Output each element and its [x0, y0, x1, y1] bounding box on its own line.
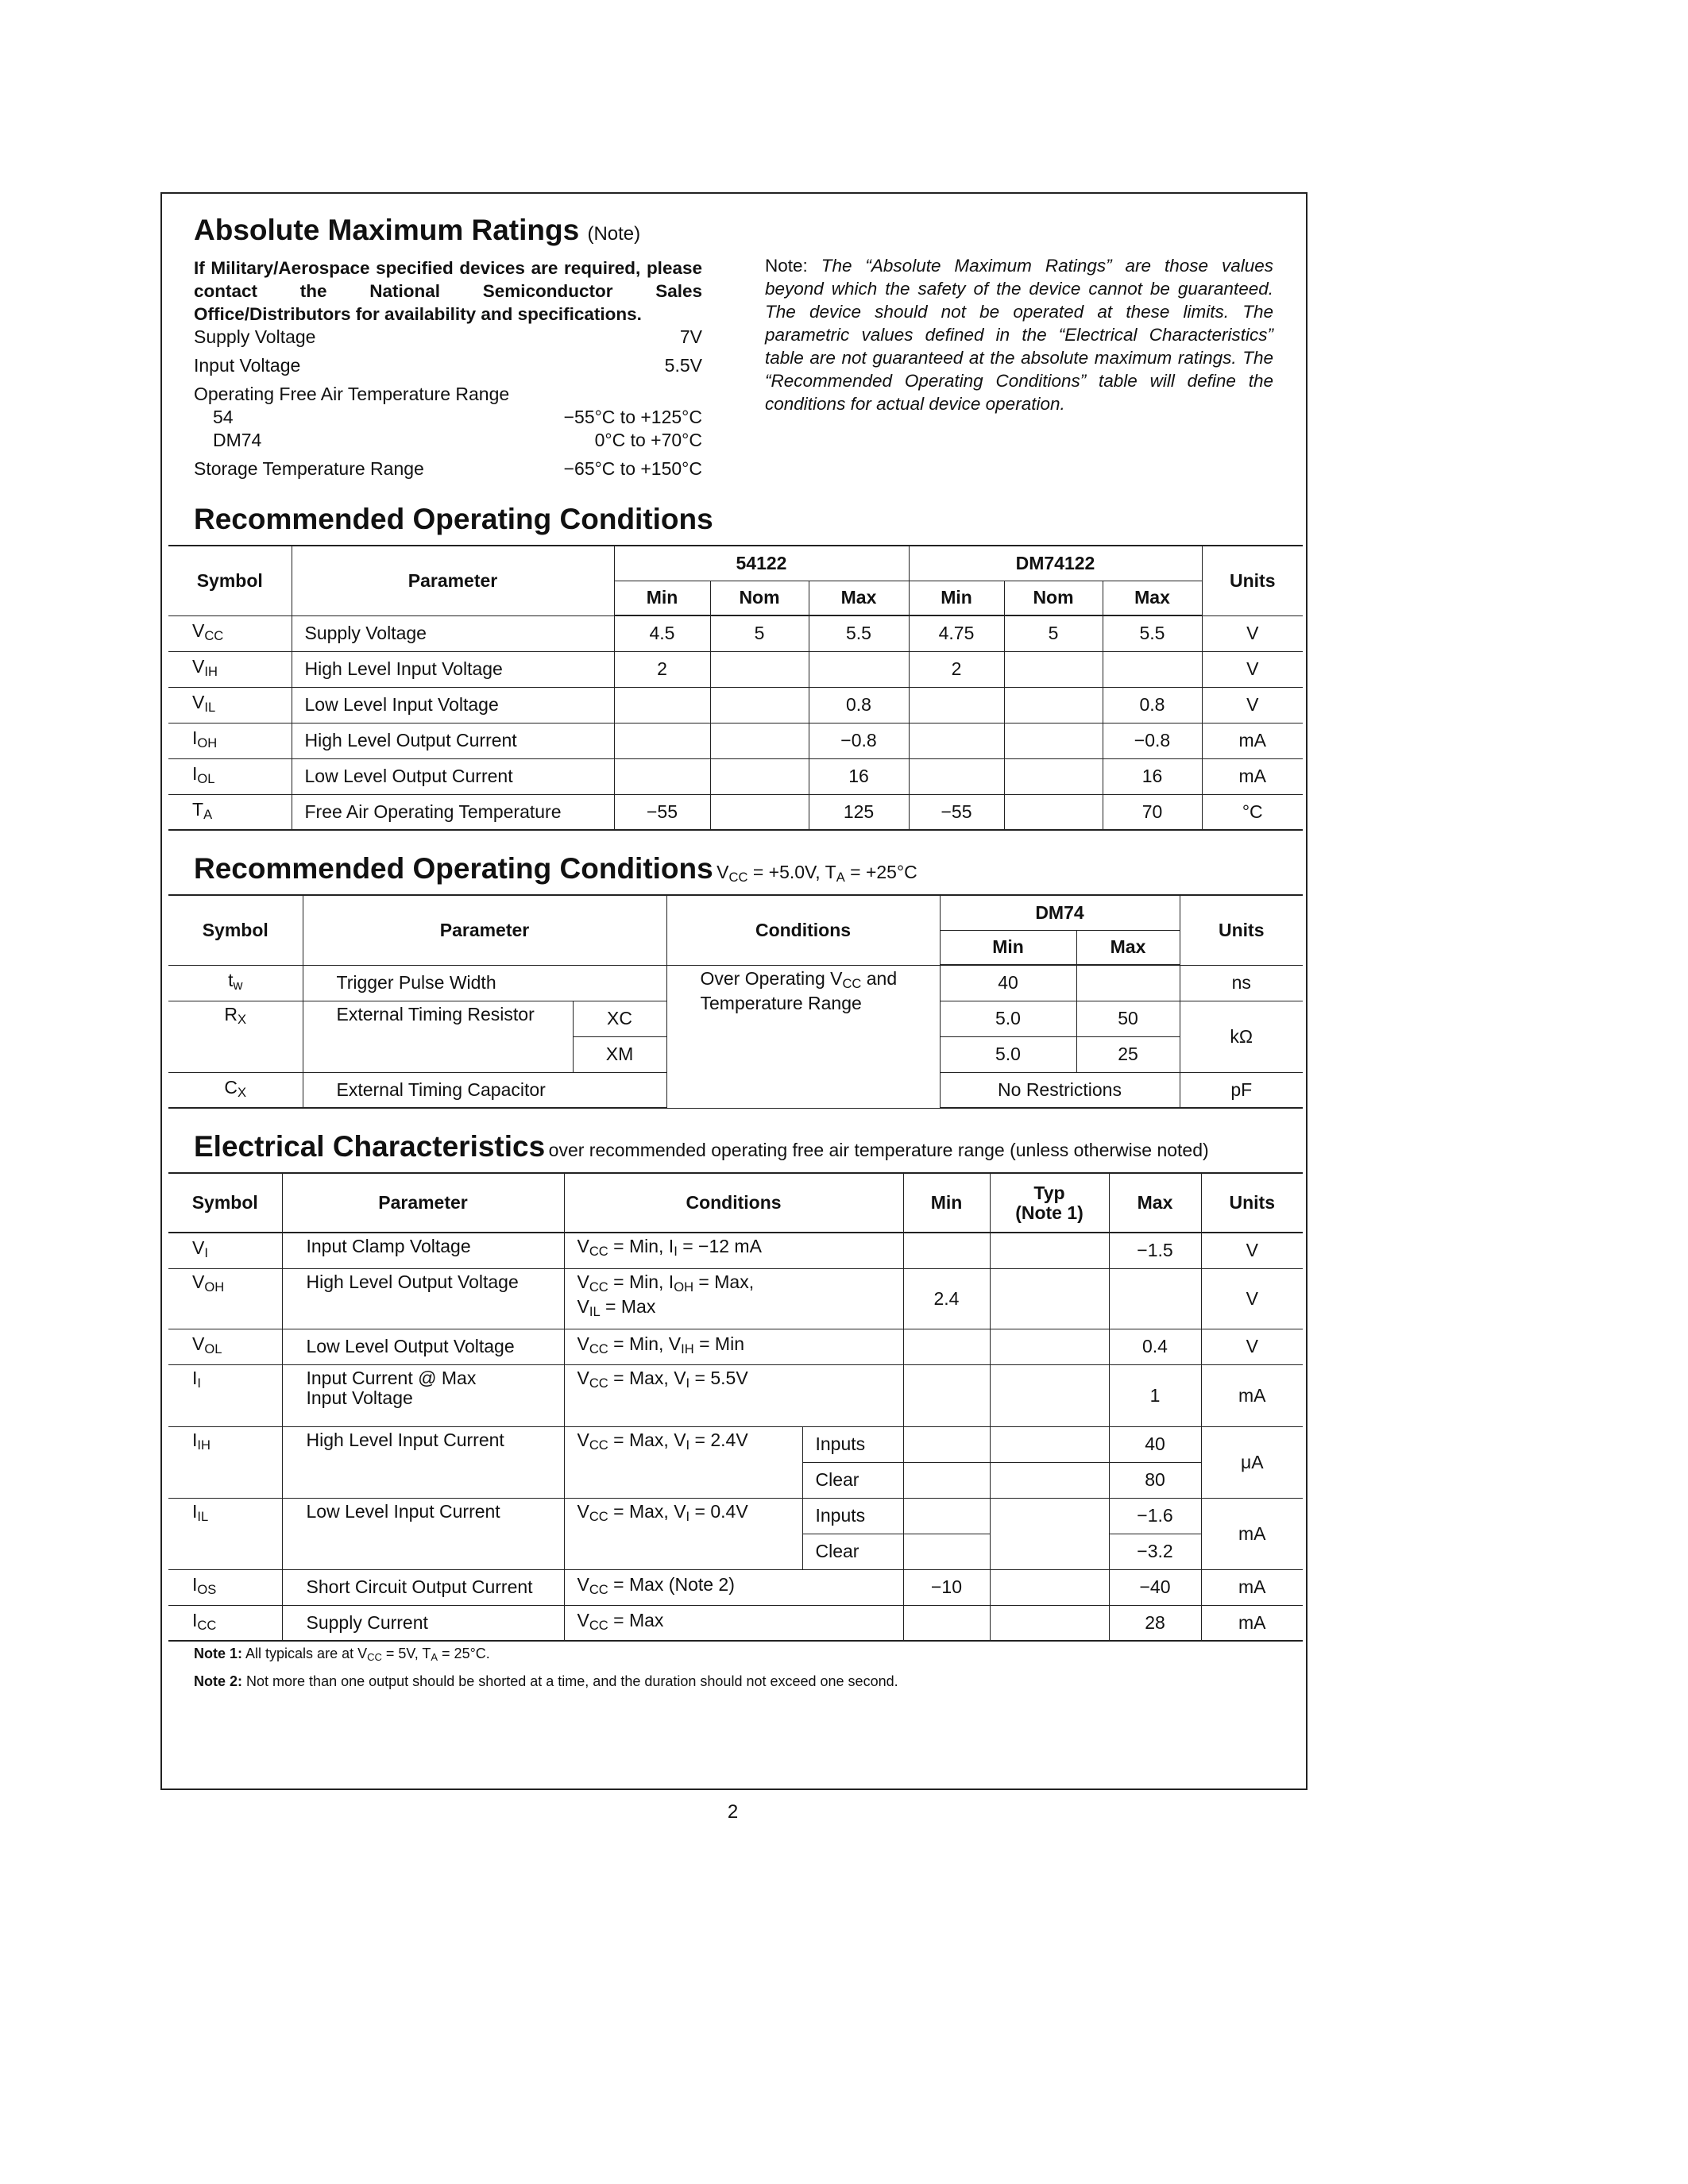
param: Low Level Output Current: [292, 758, 614, 794]
roc1-h-dm74122: DM74122: [909, 546, 1202, 581]
symbol: $I_I$: [168, 1364, 282, 1426]
nom1: [710, 758, 809, 794]
roc1-h-parameter: Parameter: [292, 546, 614, 615]
max: −3.2: [1109, 1534, 1201, 1569]
param: Supply Current: [282, 1605, 564, 1641]
nom2: [1004, 758, 1103, 794]
roc2-h-min: Min: [940, 930, 1076, 965]
min: [903, 1364, 990, 1426]
typ: [990, 1426, 1109, 1462]
units: pF: [1180, 1072, 1303, 1108]
min: [903, 1462, 990, 1498]
conditions: $V_{CC}$ = Min, $V_{IH}$ = Min: [564, 1329, 903, 1364]
ec-table: [168, 1172, 1303, 1642]
units: V: [1202, 651, 1303, 687]
rx-xc: XC: [573, 1001, 666, 1036]
typ: [990, 1329, 1109, 1364]
min2: 2: [909, 651, 1004, 687]
max1: [809, 651, 909, 687]
units: kΩ: [1180, 1001, 1303, 1072]
roc2-h-parameter: Parameter: [303, 895, 666, 965]
ec-title: Electrical Characteristics: [194, 1130, 546, 1163]
min2: [909, 723, 1004, 758]
roc1-row: [168, 651, 1303, 687]
param: High Level Input Current: [282, 1426, 564, 1498]
min: 5.0: [940, 1001, 1076, 1036]
conditions: $V_{CC}$ = Min, $I_I = -12$ mA: [564, 1233, 903, 1268]
rx-xm: XM: [573, 1036, 666, 1072]
sub-condition: Clear: [802, 1534, 903, 1569]
min: 2.4: [903, 1268, 990, 1329]
page-number: 2: [727, 1801, 739, 1823]
min: [903, 1498, 990, 1534]
max: 28: [1109, 1605, 1201, 1641]
max: 50: [1076, 1001, 1180, 1036]
rating-input: Input Voltage 5.5V: [194, 355, 702, 376]
roc2-conditions-cell: Over Operating $V_{CC}$ and Temperature Range: [666, 965, 940, 1108]
ec-h-units: Units: [1201, 1173, 1303, 1233]
roc2-h-max: Max: [1076, 930, 1180, 965]
conditions: $V_{CC}$ = Max (Note 2): [564, 1569, 903, 1605]
ec-row-vi: [168, 1233, 1303, 1268]
roc1-row: [168, 723, 1303, 758]
roc1-h-min: Min: [909, 581, 1004, 615]
nom1: [710, 651, 809, 687]
max2: [1103, 651, 1202, 687]
units: mA: [1201, 1605, 1303, 1641]
roc2-h-units: Units: [1180, 895, 1303, 965]
param: Low Level Output Voltage: [282, 1329, 564, 1364]
conditions: $V_{CC}$ = Max, $V_I = 5.5V$: [564, 1364, 903, 1426]
min: [903, 1426, 990, 1462]
symbol: $V_{IH}$: [168, 651, 292, 687]
symbol: $V_I$: [168, 1233, 282, 1268]
max1: 5.5: [809, 615, 909, 651]
roc1-title: Recommended Operating Conditions: [194, 503, 713, 535]
max: [1109, 1268, 1201, 1329]
symbol: $I_{CC}$: [168, 1605, 282, 1641]
ec-h-typ: Typ (Note 1): [990, 1173, 1109, 1233]
ec-row-voh: [168, 1268, 1303, 1329]
units: V: [1201, 1233, 1303, 1268]
symbol: $I_{OH}$: [168, 723, 292, 758]
ec-row-iih-inputs: [168, 1426, 1303, 1462]
abs-note: Note: The “Absolute Maximum Ratings” are those values beyond which the safety of the device cannot be guaranteed. The device should not be operated at these limits. The parametric values defined in the “Electrical Characteristics” table are not guaranteed at the absolute maximum ratings. The “Recommended Operating Conditions” table will define the conditions for actual device operation.: [765, 256, 1273, 414]
roc2-conditions-note: $V_{CC} = +5.0V$, $T_A = +25^\circ C$: [717, 862, 917, 886]
min: −10: [903, 1569, 990, 1605]
roc1-table: [168, 545, 1303, 831]
ec-h-symbol: Symbol: [168, 1173, 282, 1233]
roc2-h-conditions: Conditions: [666, 895, 940, 965]
max: 40: [1109, 1426, 1201, 1462]
max2: 5.5: [1103, 615, 1202, 651]
roc1-row: [168, 615, 1303, 651]
nom1: [710, 723, 809, 758]
units: V: [1202, 687, 1303, 723]
max2: 0.8: [1103, 687, 1202, 723]
max1: 16: [809, 758, 909, 794]
roc2-title: Recommended Operating Conditions: [194, 852, 713, 885]
symbol: $T_A$: [168, 794, 292, 830]
min1: [614, 687, 710, 723]
rating-temp-54: 54 −55°C to +125°C: [213, 407, 702, 427]
param: Low Level Input Current: [282, 1498, 564, 1569]
ec-h-conditions: Conditions: [564, 1173, 903, 1233]
min: [903, 1329, 990, 1364]
footnotes: [194, 1642, 898, 1693]
nom1: [710, 794, 809, 830]
symbol: $V_{OL}$: [168, 1329, 282, 1364]
roc2-h-symbol: Symbol: [168, 895, 303, 965]
roc1-h-symbol: Symbol: [168, 546, 292, 615]
min: 40: [940, 965, 1076, 1001]
typ: [990, 1605, 1109, 1641]
roc1-row: [168, 794, 1303, 830]
typ: [990, 1233, 1109, 1268]
ec-h-parameter: Parameter: [282, 1173, 564, 1233]
min: [903, 1605, 990, 1641]
param: Supply Voltage: [292, 615, 614, 651]
ec-h-max: Max: [1109, 1173, 1201, 1233]
min: 5.0: [940, 1036, 1076, 1072]
nom2: [1004, 794, 1103, 830]
roc1-h-max: Max: [809, 581, 909, 615]
sub-condition: Clear: [802, 1462, 903, 1498]
max: 1: [1109, 1364, 1201, 1426]
abs-title: Absolute Maximum Ratings (Note): [194, 214, 641, 246]
param: Short Circuit Output Current: [282, 1569, 564, 1605]
conditions: $V_{CC}$ = Max, $V_I = 0.4V$: [564, 1498, 802, 1569]
units: V: [1202, 615, 1303, 651]
military-warning: If Military/Aerospace specified devices are required, please contact the National Semiconductor Sales Office/Distributors for availability and specifications.: [194, 258, 702, 324]
symbol: $V_{CC}$: [168, 615, 292, 651]
roc1-row: [168, 687, 1303, 723]
param: Low Level Input Voltage: [292, 687, 614, 723]
min1: 4.5: [614, 615, 710, 651]
roc1-h-nom: Nom: [1004, 581, 1103, 615]
min2: 4.75: [909, 615, 1004, 651]
units: mA: [1201, 1569, 1303, 1605]
note-1: Note 1: All typicals are at $V_{CC} = 5V$, $T_A = 25^\circ C$.: [194, 1646, 490, 1664]
rating-storage: Storage Temperature Range −65°C to +150°C: [194, 458, 702, 479]
units: mA: [1202, 723, 1303, 758]
param: High Level Output Current: [292, 723, 614, 758]
roc1-h-min: Min: [614, 581, 710, 615]
units: V: [1201, 1329, 1303, 1364]
sub-condition: Inputs: [802, 1498, 903, 1534]
note-2: Note 2: Not more than one output should be shorted at a time, and the duration should not exceed one second.: [194, 1673, 898, 1690]
min1: 2: [614, 651, 710, 687]
max2: 16: [1103, 758, 1202, 794]
max: 25: [1076, 1036, 1180, 1072]
param: Free Air Operating Temperature: [292, 794, 614, 830]
sub-condition: Inputs: [802, 1426, 903, 1462]
nom2: [1004, 723, 1103, 758]
param: High Level Output Voltage: [282, 1268, 564, 1329]
units: V: [1201, 1268, 1303, 1329]
ec-subtitle: over recommended operating free air temperature range (unless otherwise noted): [548, 1140, 1209, 1160]
typ: [990, 1364, 1109, 1426]
max2: −0.8: [1103, 723, 1202, 758]
ec-row-ios: [168, 1569, 1303, 1605]
conditions: $V_{CC}$ = Max, $V_I = 2.4V$: [564, 1426, 802, 1498]
symbol: $R_X$: [168, 1001, 303, 1072]
rating-supply: Supply Voltage 7V: [194, 326, 702, 347]
param: Trigger Pulse Width: [303, 965, 666, 1001]
units: μA: [1201, 1426, 1303, 1498]
symbol: $t_w$: [168, 965, 303, 1001]
ec-row-vol: [168, 1329, 1303, 1364]
max: −40: [1109, 1569, 1201, 1605]
min2: [909, 758, 1004, 794]
units: mA: [1201, 1364, 1303, 1426]
max2: 70: [1103, 794, 1202, 830]
param: External Timing Resistor: [303, 1001, 573, 1072]
symbol: $I_{OS}$: [168, 1569, 282, 1605]
min2: [909, 687, 1004, 723]
absolute-max-ratings: [194, 213, 702, 480]
symbol: $I_{OL}$: [168, 758, 292, 794]
param: Input Current @ Max Input Voltage: [282, 1364, 564, 1426]
typ: [990, 1462, 1109, 1498]
ec-row-icc: [168, 1605, 1303, 1641]
min1: [614, 758, 710, 794]
roc2-h-dm74: DM74: [940, 895, 1180, 930]
min1: [614, 723, 710, 758]
rating-temp-label: Operating Free Air Temperature Range: [194, 384, 510, 404]
symbol: $I_{IL}$: [168, 1498, 282, 1569]
roc2-title-row: [194, 851, 917, 886]
symbol: $V_{IL}$: [168, 687, 292, 723]
min1: −55: [614, 794, 710, 830]
roc1-h-nom: Nom: [710, 581, 809, 615]
nom2: [1004, 687, 1103, 723]
typ: [990, 1268, 1109, 1329]
nom2: 5: [1004, 615, 1103, 651]
symbol: $C_X$: [168, 1072, 303, 1108]
cx-value: No Restrictions: [940, 1072, 1180, 1108]
ec-row-iil-inputs: [168, 1498, 1303, 1534]
rating-temp-dm74: DM74 0°C to +70°C: [213, 430, 702, 450]
max: −1.5: [1109, 1233, 1201, 1268]
max1: −0.8: [809, 723, 909, 758]
units: ns: [1180, 965, 1303, 1001]
param: High Level Input Voltage: [292, 651, 614, 687]
max: −1.6: [1109, 1498, 1201, 1534]
max: 0.4: [1109, 1329, 1201, 1364]
max1: 125: [809, 794, 909, 830]
conditions: $V_{CC}$ = Min, $I_{OH}$ = Max, $V_{IL}$ = Max: [564, 1268, 903, 1329]
typ: [990, 1498, 1109, 1569]
symbol: $I_{IH}$: [168, 1426, 282, 1498]
max: [1076, 965, 1180, 1001]
units: °C: [1202, 794, 1303, 830]
typ: [990, 1569, 1109, 1605]
roc1-h-max: Max: [1103, 581, 1202, 615]
roc2-row-tw: [168, 965, 1303, 1001]
units: mA: [1201, 1498, 1303, 1569]
min2: −55: [909, 794, 1004, 830]
nom1: 5: [710, 615, 809, 651]
roc1-row: [168, 758, 1303, 794]
param: Input Clamp Voltage: [282, 1233, 564, 1268]
ec-title-row: [194, 1129, 1209, 1164]
min: [903, 1534, 990, 1569]
ec-h-min: Min: [903, 1173, 990, 1233]
symbol: $V_{OH}$: [168, 1268, 282, 1329]
units: mA: [1202, 758, 1303, 794]
nom2: [1004, 651, 1103, 687]
nom1: [710, 687, 809, 723]
param: External Timing Capacitor: [303, 1072, 666, 1108]
max1: 0.8: [809, 687, 909, 723]
roc1-h-54122: 54122: [614, 546, 909, 581]
conditions: $V_{CC}$ = Max: [564, 1605, 903, 1641]
roc1-h-units: Units: [1202, 546, 1303, 615]
min: [903, 1233, 990, 1268]
roc2-table: [168, 894, 1303, 1109]
max: 80: [1109, 1462, 1201, 1498]
ec-row-ii: [168, 1364, 1303, 1426]
